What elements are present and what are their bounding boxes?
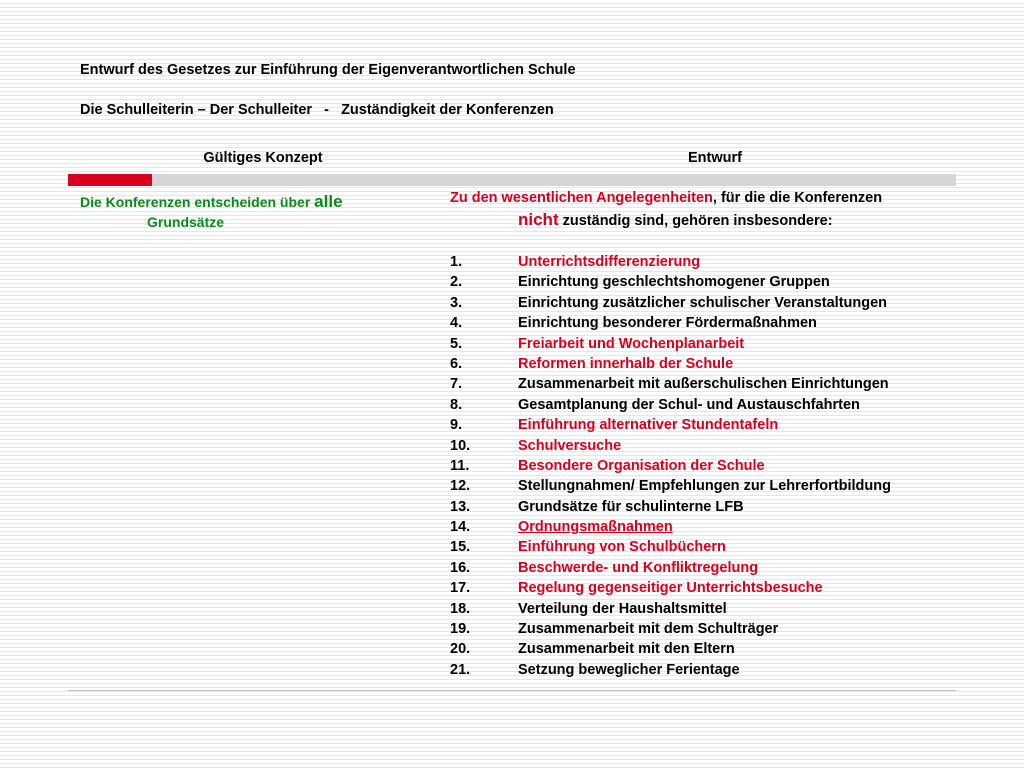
column-header-draft: Entwurf (688, 150, 742, 166)
list-item (450, 497, 970, 517)
list-item-number: 3. (450, 294, 463, 311)
list-item-text: Einrichtung besonderer Fördermaßnahmen (518, 315, 817, 332)
current-concept-text: Die Konferenzen entscheiden über (80, 194, 315, 210)
list-item-number: 10. (450, 437, 471, 454)
list-item-number: 6. (450, 355, 463, 372)
list-item-number: 12. (450, 478, 471, 495)
list-item (450, 354, 970, 374)
list-item-number: 19. (450, 621, 471, 638)
list-item-number: 11. (450, 457, 470, 474)
list-item-text: Verteilung der Haushaltsmittel (518, 600, 727, 617)
list-item (450, 558, 970, 578)
list-item-text: Unterrichtsdifferenzierung (518, 254, 701, 270)
list-item-text: Grundsätze für schulinterne LFB (518, 498, 744, 515)
list-item (450, 660, 970, 680)
page-title: Entwurf des Gesetzes zur Einführung der Eigenverantwortlichen Schule (80, 62, 576, 78)
list-item (450, 537, 970, 557)
draft-intro-nicht: nicht (518, 210, 559, 229)
list-item-text: Freiarbeit und Wochenplanarbeit (518, 335, 745, 352)
list-item (450, 313, 970, 333)
list-item (450, 415, 970, 435)
list-item (450, 599, 970, 619)
list-item-number: 8. (450, 396, 463, 413)
page-subtitle: Die Schulleiterin – Der Schulleiter - Zuständigkeit der Konferenzen (80, 102, 554, 118)
list-item-number: 2. (450, 274, 463, 291)
list-item-number: 13. (450, 498, 471, 515)
list-item-text: Beschwerde- und Konfliktregelung (518, 559, 759, 576)
list-item-number: 21. (450, 661, 471, 678)
draft-intro-line2 (450, 209, 970, 232)
list-item-text: Einrichtung zusätzlicher schulischer Veranstaltungen (518, 294, 888, 311)
current-concept-emphasis: alle (314, 192, 343, 211)
list-item (450, 456, 970, 476)
list-item (450, 639, 970, 659)
header-bar-gray-segment (152, 174, 956, 186)
list-item-text: Zusammenarbeit mit dem Schulträger (518, 621, 779, 638)
draft-intro-highlight: Zu den wesentlichen Angelegenheiten (450, 190, 713, 206)
list-item (450, 476, 970, 496)
list-item-text: Einrichtung geschlechtshomogener Gruppen (518, 274, 830, 291)
list-item-text: Einführung alternativer Stundentafeln (518, 417, 779, 434)
header-bar (68, 174, 956, 186)
list-item-number: 16. (450, 559, 471, 576)
list-item-text: Einführung von Schulbüchern (518, 539, 726, 556)
list-item-number: 15. (450, 539, 471, 556)
list-item-text: Schulversuche (518, 437, 622, 454)
list-item-number: 18. (450, 600, 471, 617)
list-item-text: Zusammenarbeit mit den Eltern (518, 641, 735, 658)
list-item-text: Besondere Organisation der Schule (518, 457, 765, 474)
list-item-text: Regelung gegenseitiger Unterrichtsbesuche (518, 580, 823, 597)
list-item (450, 374, 970, 394)
list-item-number: 5. (450, 335, 463, 352)
list-item-number: 17. (450, 580, 471, 597)
list-item-text: Ordnungsmaßnahmen (518, 519, 673, 536)
list-item (450, 395, 970, 415)
list-item-text: Reformen innerhalb der Schule (518, 355, 734, 372)
list-item-number: 20. (450, 641, 471, 658)
draft-cell (450, 188, 970, 680)
list-item-text: Zusammenarbeit mit außerschulischen Einrichtungen (518, 376, 889, 393)
list-item (450, 252, 970, 272)
list-item-text: Stellungnahmen/ Empfehlungen zur Lehrerfortbildung (518, 478, 891, 495)
list-item (450, 272, 970, 292)
draft-intro-end: zuständig sind, gehören insbesondere: (558, 213, 833, 229)
header-bar-red-segment (68, 174, 152, 186)
current-concept-text-end: Grundsätze (147, 214, 225, 230)
bottom-divider (68, 690, 956, 691)
current-concept-cell (80, 192, 420, 232)
list-item-number: 14. (450, 519, 471, 536)
list-item-text: Setzung beweglicher Ferientage (518, 661, 740, 678)
list-item-number: 9. (450, 417, 463, 434)
list-item-text: Gesamtplanung der Schul- und Austauschfahrten (518, 396, 860, 413)
column-header-current: Gültiges Konzept (203, 150, 323, 166)
list-item-number: 7. (450, 376, 463, 393)
list-item (450, 436, 970, 456)
list-item (450, 334, 970, 354)
draft-intro (450, 188, 970, 232)
draft-intro-text: , für die die Konferenzen (712, 190, 883, 206)
list-item (450, 293, 970, 313)
list-item-number: 1. (450, 254, 463, 270)
list-item (450, 578, 970, 598)
list-item-number: 4. (450, 315, 463, 332)
list-item (450, 619, 970, 639)
list-item (450, 517, 970, 537)
responsibility-list (450, 252, 970, 680)
